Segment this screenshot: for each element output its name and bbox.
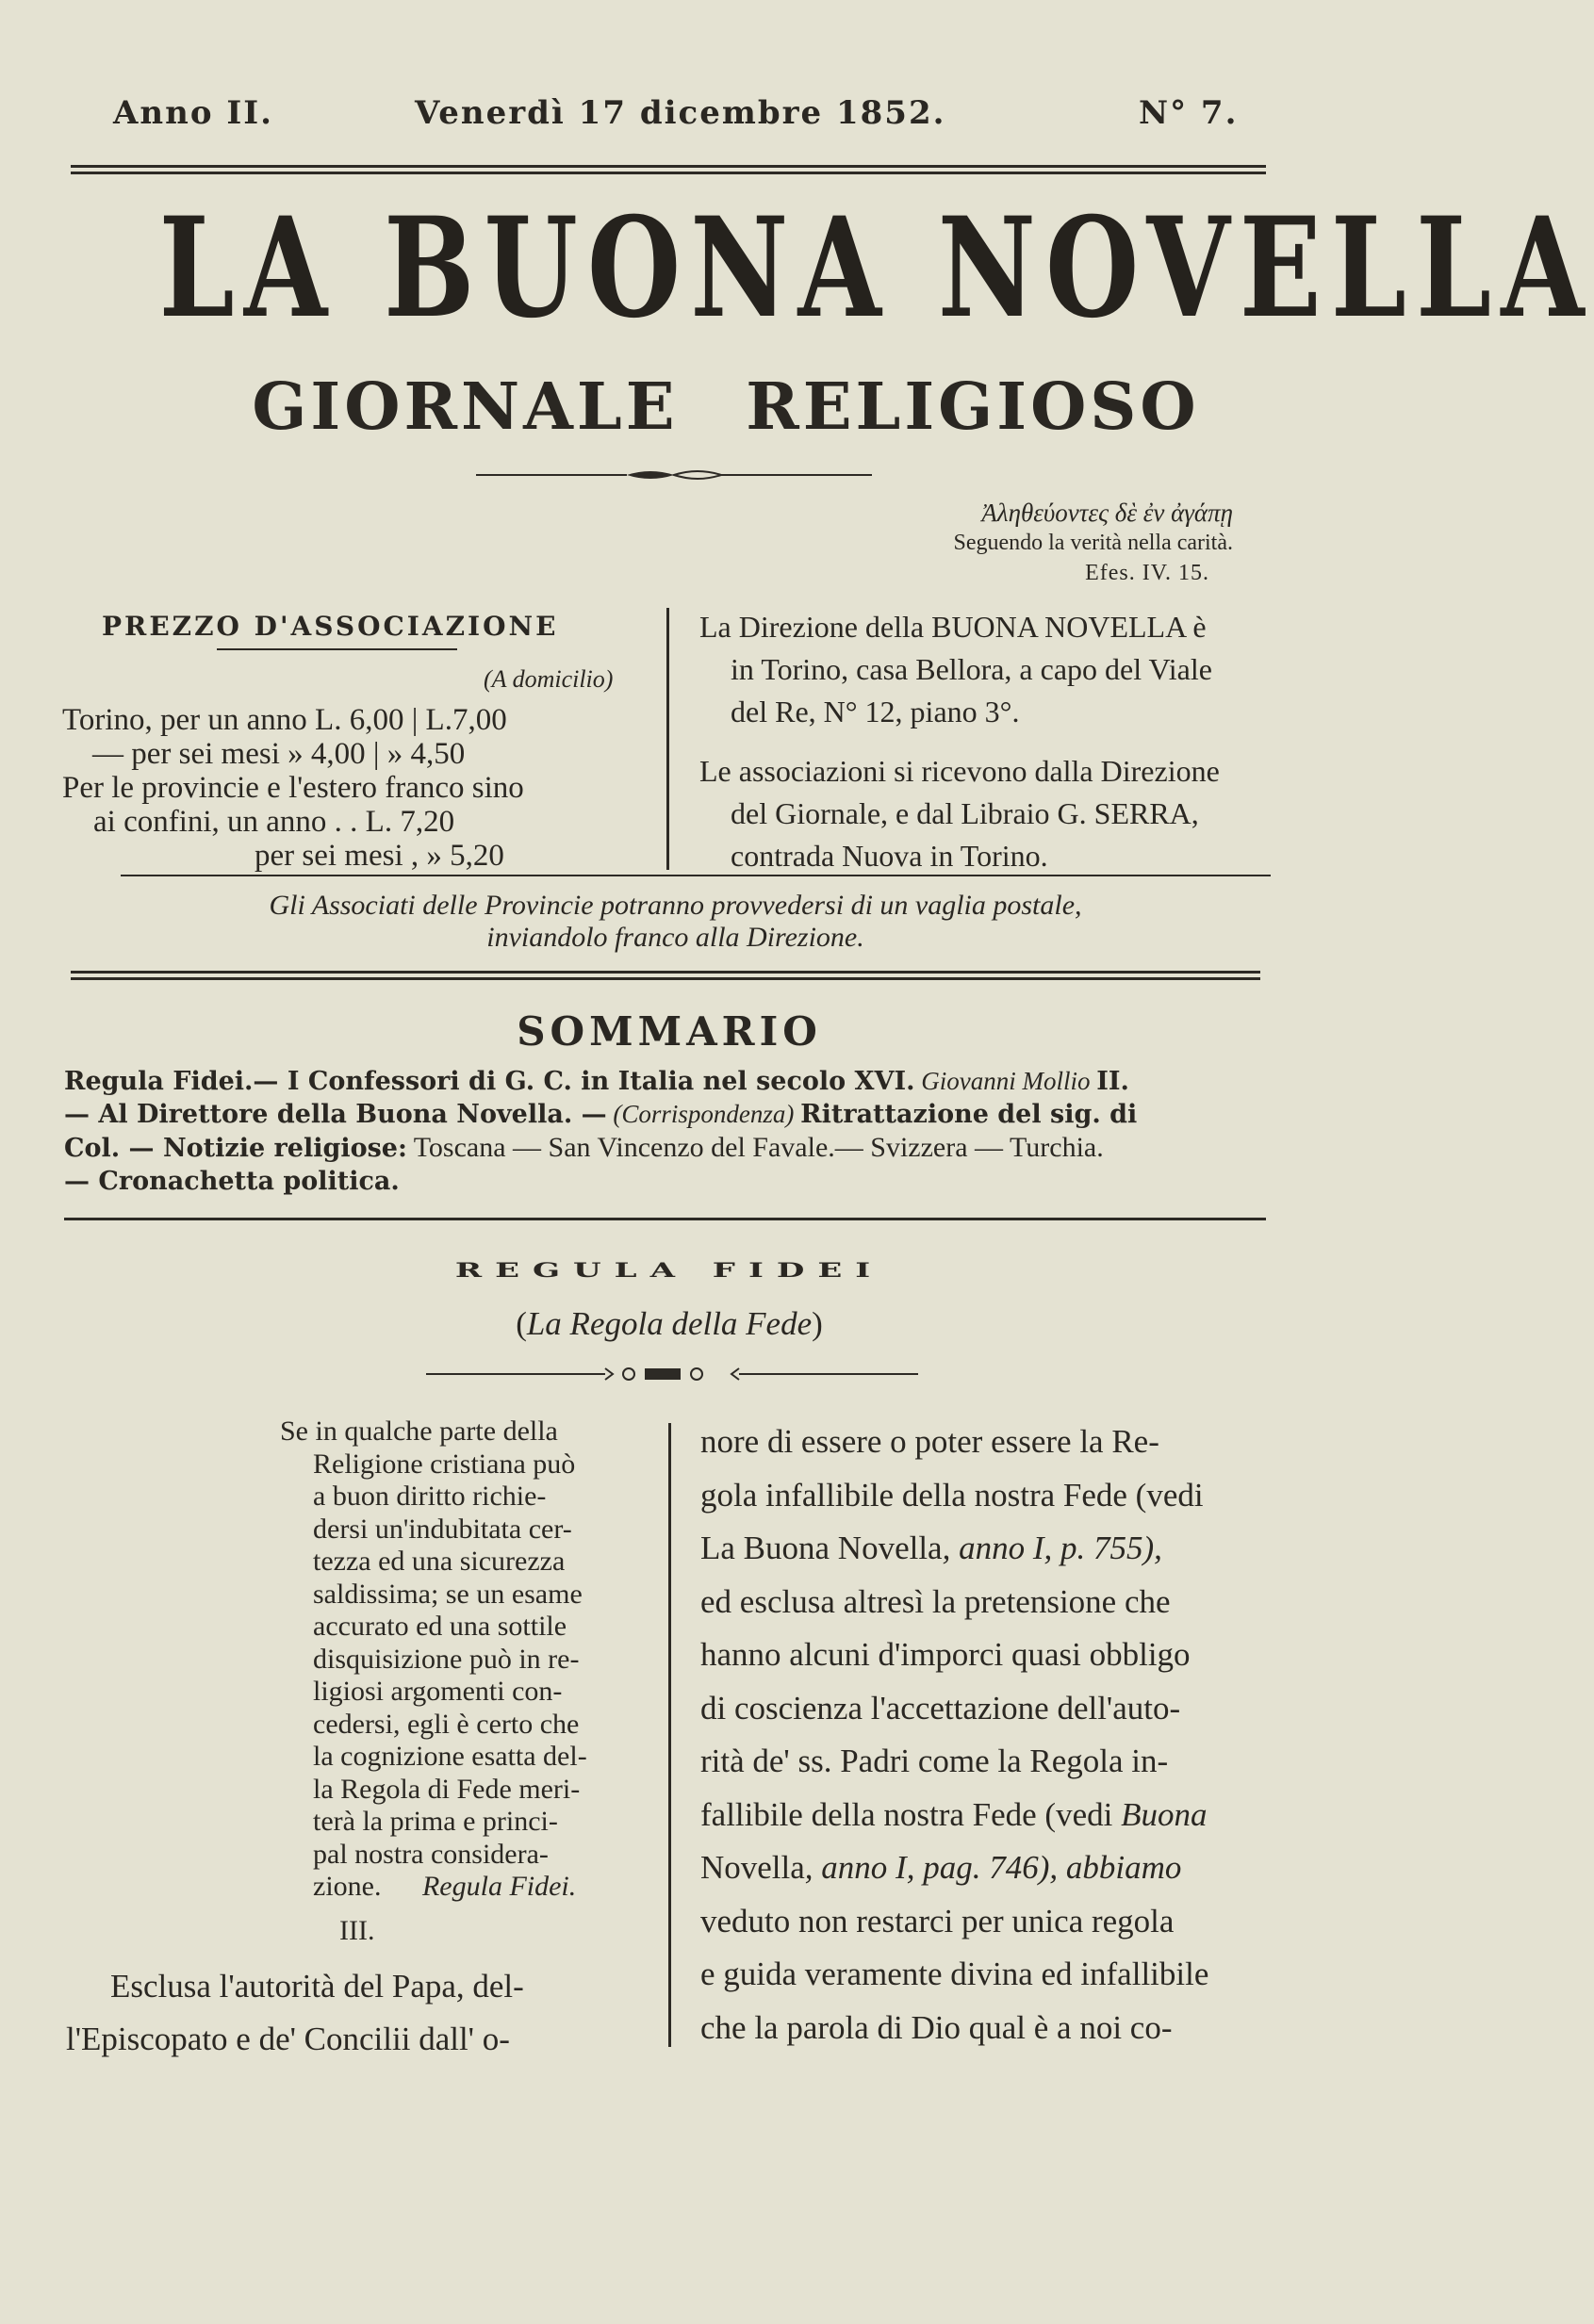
sommario-italic: Giovanni Mollio xyxy=(921,1067,1091,1095)
quote-line: saldissima; se un esame xyxy=(313,1578,583,1610)
sommario-bold: Col. — Notizie religiose: xyxy=(64,1134,407,1163)
paragraph-line: l'Episcopato e de' Concilii dall' o- xyxy=(66,2021,510,2057)
notice-rule xyxy=(121,875,1271,876)
quote-line: ligiosi argomenti con- xyxy=(313,1676,563,1707)
body-line: veduto non restarci per unica regola xyxy=(700,1902,1175,1939)
quote-signature: Regula Fidei. xyxy=(421,1871,577,1902)
quote-line: terà la prima e princi- xyxy=(313,1806,558,1837)
article-heading: REGULA FIDEI xyxy=(454,1258,884,1283)
article-right-column xyxy=(700,1416,1208,2054)
body-line xyxy=(700,1789,1208,1842)
subtitle-word-1: GIORNALE xyxy=(252,369,679,445)
quote-line: tezza ed una sicurezza xyxy=(313,1546,566,1577)
article-left-paragraph xyxy=(66,1960,524,2066)
direction-line: in Torino, casa Bellora, a capo del Viale xyxy=(731,652,1212,686)
body-line: rità de' ss. Padri come la Regola in- xyxy=(700,1743,1169,1779)
price-line: per sei mesi , » 5,20 xyxy=(255,839,504,873)
sommario-rule xyxy=(64,1218,1266,1220)
quote-line: disquisizione può in re- xyxy=(313,1643,580,1675)
issue-number: N° 7. xyxy=(1139,94,1239,132)
quote-line: pal nostra considera- xyxy=(313,1838,549,1870)
masthead-subtitle xyxy=(57,369,1395,445)
direction-line: La Direzione della BUONA NOVELLA è xyxy=(699,610,1207,644)
quote-line: cedersi, egli è certo che xyxy=(313,1708,580,1740)
price-line: Per le provincie e l'estero franco sino xyxy=(62,771,524,805)
quote-line: accurato ed una sottile xyxy=(313,1611,567,1642)
sommario-text xyxy=(64,1065,1137,1198)
sommario-heading: SOMMARIO xyxy=(517,1008,822,1055)
subscription-prices xyxy=(62,703,647,873)
column-divider xyxy=(666,608,669,870)
direction-line: del Giornale, e dal Libraio G. SERRA, xyxy=(731,796,1199,830)
price-line: Torino, per un anno L. 6,00 | L.7,00 xyxy=(62,703,507,737)
subscription-note: (A domicilio) xyxy=(484,665,614,693)
body-line: di coscienza l'accettazione dell'auto- xyxy=(700,1689,1181,1727)
subscription-heading-rule xyxy=(217,648,457,650)
body-line: e guida veramente divina ed infallibile xyxy=(700,1956,1209,1992)
sommario-regular: Toscana — San Vincenzo del Favale.— Svizzera — Turchia. xyxy=(413,1132,1104,1163)
masthead-title: LA BUONA NOVELLA xyxy=(158,188,1594,349)
body-line: nore di essere o poter essere la Re- xyxy=(700,1423,1159,1460)
epigraph-greek: Ἀληθεύοντες δὲ ἐν ἀγάπῃ xyxy=(981,499,1233,527)
subscription-heading: PREZZO D'ASSOCIAZIONE xyxy=(102,611,559,642)
quote-line: la cognizione esatta del- xyxy=(313,1741,587,1772)
sommario-bold: Regula Fidei.— I Confessori di G. C. in Italia nel secolo XVI. xyxy=(64,1067,915,1096)
epigraph-reference: Efes. IV. 15. xyxy=(1085,561,1209,585)
price-line: — per sei mesi » 4,00 | » 4,50 xyxy=(92,737,466,771)
body-text: fallibile della nostra Fede (vedi xyxy=(700,1795,1122,1833)
body-line: hanno alcuni d'imporci quasi obbligo xyxy=(700,1636,1191,1673)
section-number: III. xyxy=(339,1915,375,1946)
quote-line: a buon diritto richie- xyxy=(313,1481,547,1512)
sommario-italic: (Corrispondenza) xyxy=(613,1100,795,1128)
direction-line: contrada Nuova in Torino. xyxy=(731,839,1048,873)
price-line: ai confini, un anno . . L. 7,20 xyxy=(93,805,455,839)
issue-year: Anno II. xyxy=(113,94,273,132)
italic-title: , anno I, pag. 746), abbiamo xyxy=(804,1849,1182,1886)
italic-title: , anno I, p. 755), xyxy=(942,1530,1162,1566)
article-left-quote xyxy=(280,1416,587,1904)
notice-line: inviandolo franco alla Direzione. xyxy=(486,922,864,953)
epigraph xyxy=(953,498,1233,588)
body-text: La Buona Novella xyxy=(700,1530,943,1566)
section-rule xyxy=(71,971,1260,980)
issue-date: Venerdì 17 dicembre 1852. xyxy=(415,94,946,132)
epigraph-italian: Seguendo la verità nella carità. xyxy=(953,531,1233,555)
body-line: che la parola di Dio qual è a noi co- xyxy=(700,2008,1173,2046)
subscribers-notice xyxy=(0,890,1351,954)
body-line: ed esclusa altresì la pretensione che xyxy=(700,1582,1171,1620)
sommario-bold: Ritrattazione del sig. di xyxy=(800,1100,1138,1129)
article-subtitle-italic: La Regola della Fede xyxy=(526,1305,813,1342)
quote-line: Se in qualche parte della xyxy=(280,1416,558,1447)
header-rule xyxy=(71,165,1266,174)
body-line xyxy=(700,1522,1208,1576)
quote-line: zione. xyxy=(313,1871,382,1902)
subtitle-word-2: RELIGIOSO xyxy=(746,369,1200,445)
quote-line: Religione cristiana può xyxy=(313,1448,576,1480)
sommario-bold: — Cronachetta politica. xyxy=(64,1167,400,1196)
sommario-bold: — Al Direttore della Buona Novella. — xyxy=(64,1100,607,1129)
quote-line: dersi un'indubitata cer- xyxy=(313,1513,572,1545)
quote-line: la Regola di Fede meri- xyxy=(313,1773,581,1805)
italic-title: Buona xyxy=(1121,1795,1208,1833)
notice-line: Gli Associati delle Provincie potranno provvedersi di un vaglia postale, xyxy=(269,890,1082,921)
body-line xyxy=(700,1841,1208,1895)
direction-line: Le associazioni si ricevono dalla Direzione xyxy=(699,754,1220,788)
sommario-bold: II. xyxy=(1096,1067,1129,1096)
ornament-divider xyxy=(476,466,872,484)
body-line: gola infallibile della nostra Fede (vedi xyxy=(700,1476,1204,1514)
direction-line: del Re, N° 12, piano 3°. xyxy=(731,695,1020,728)
article-ornament xyxy=(426,1365,918,1383)
paragraph-line: Esclusa l'autorità del Papa, del- xyxy=(110,1968,524,2005)
direction-block xyxy=(699,606,1220,877)
body-text: Novella xyxy=(700,1849,805,1886)
article-column-divider xyxy=(668,1423,671,2047)
article-subtitle: (La Regola della Fede) xyxy=(516,1305,823,1342)
